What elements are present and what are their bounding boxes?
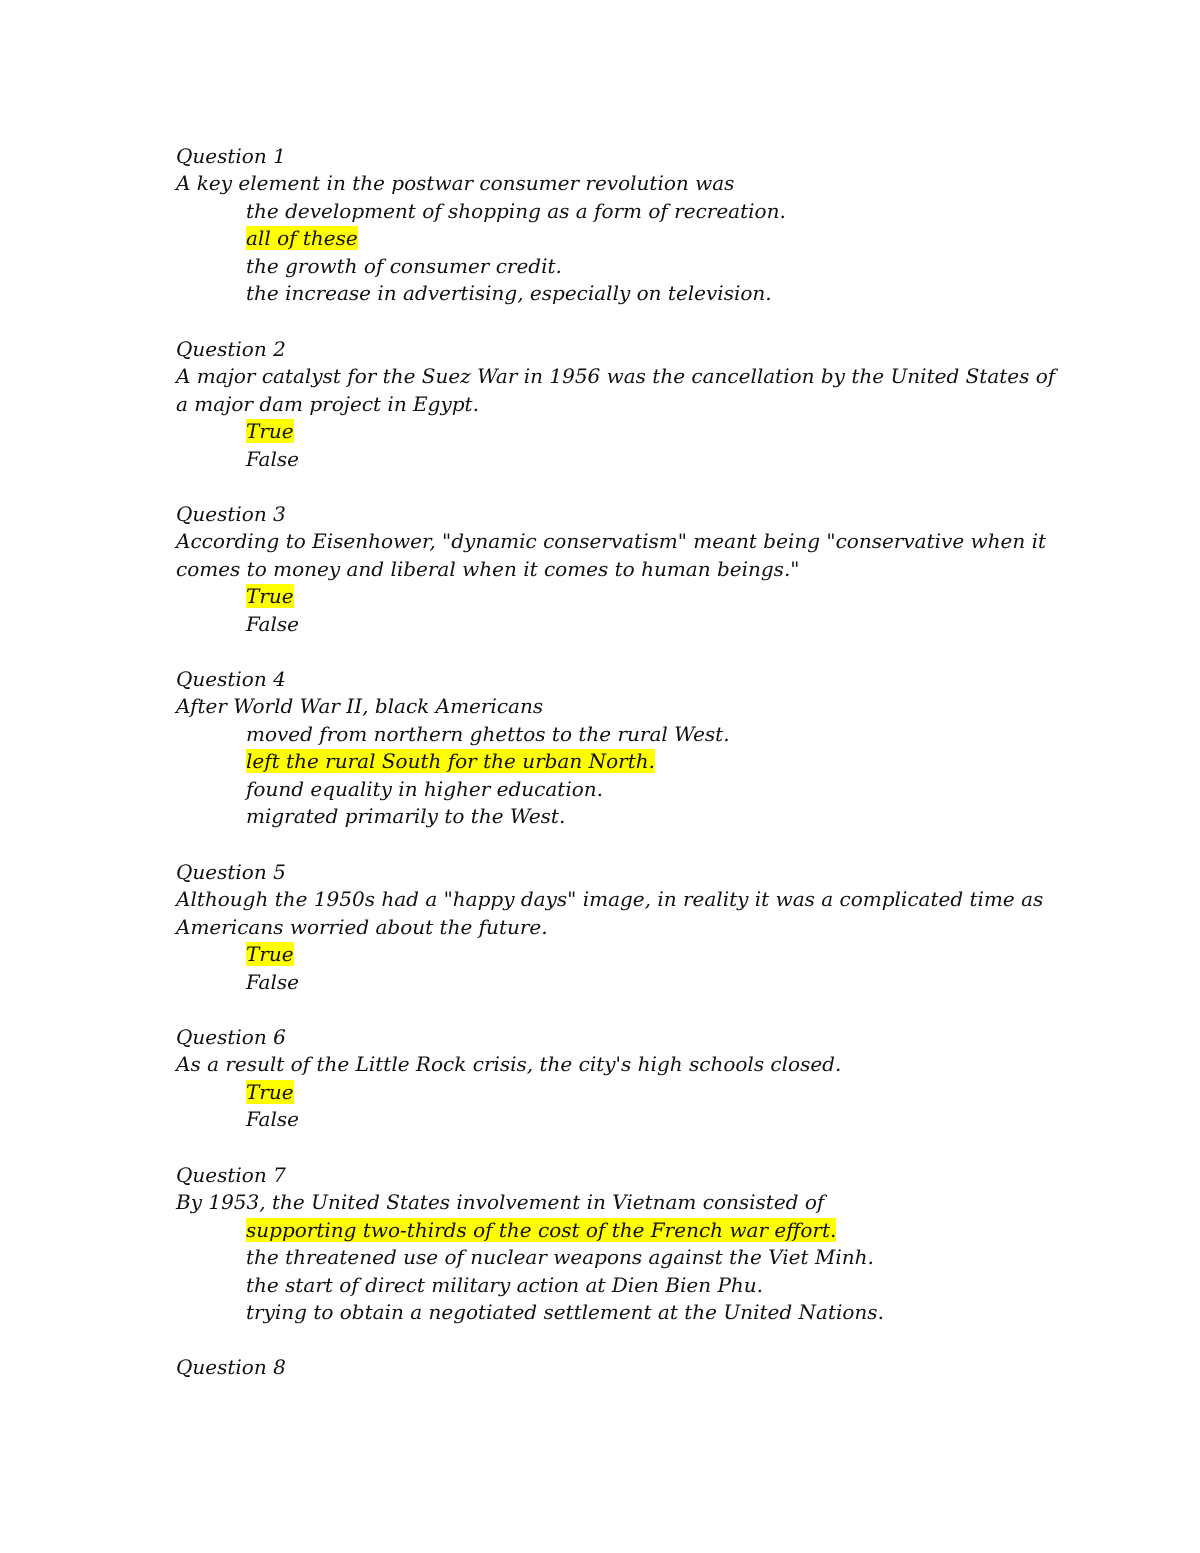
answer-option-selected [246,583,294,610]
question-prompt: comes to money and liberal when it comes to human beings." [176,557,800,581]
answer-text: trying to obtain a negotiated settlement at the United Nations. [246,1300,884,1324]
answer-text: the increase in advertising, especially on television. [246,281,772,305]
highlighted-answer: True [246,584,294,608]
highlighted-answer: supporting two-thirds of the cost of the French war effort. [246,1218,837,1242]
answer-text: found equality in higher education. [246,777,604,801]
answer-option [246,280,772,307]
question-prompt: Americans worried about the future. [176,915,548,939]
answer-text: moved from northern ghettos to the rural West. [246,722,730,746]
answer-text: False [246,1107,299,1131]
answer-option [246,1272,763,1299]
question-prompt: Although the 1950s had a "happy days" image, in reality it was a complicated time as [176,887,1044,911]
highlighted-answer: all of these [246,226,358,250]
answer-option [246,1106,299,1133]
answer-text: False [246,970,299,994]
answer-option-selected [246,418,294,445]
question-label: Question 3 [176,502,286,526]
question-prompt: According to Eisenhower, "dynamic conservatism" meant being "conservative when it [176,529,1047,553]
question-prompt: A major catalyst for the Suez War in 1956 was the cancellation by the United States of [176,364,1056,388]
answer-option-selected [246,941,294,968]
question-label: Question 2 [176,337,286,361]
answer-text: migrated primarily to the West. [246,804,566,828]
answer-option [246,1299,884,1326]
highlighted-answer: left the rural South for the urban North. [246,749,655,773]
answer-text: the start of direct military action at Dien Bien Phu. [246,1273,764,1297]
question-label: Question 7 [176,1163,286,1187]
answer-option-selected [246,1079,294,1106]
answer-option [246,969,299,996]
question-prompt: A key element in the postwar consumer revolution was [176,171,735,195]
question-label: Question 4 [176,667,286,691]
answer-option [246,446,299,473]
question-label: Question 8 [176,1355,286,1379]
highlighted-answer: True [246,1080,294,1104]
answer-option-selected [246,1217,836,1244]
question-prompt: As a result of the Little Rock crisis, the city's high schools closed. [176,1052,842,1076]
answer-text: False [246,612,299,636]
answer-text: False [246,447,299,471]
question-label: Question 5 [176,860,286,884]
answer-text: the development of shopping as a form of recreation. [246,199,786,223]
highlighted-answer: True [246,419,294,443]
answer-text: the threatened use of nuclear weapons against the Viet Minh. [246,1245,874,1269]
question-prompt: After World War II, black Americans [176,694,544,718]
question-prompt: By 1953, the United States involvement in Vietnam consisted of [176,1190,825,1214]
answer-option [246,776,603,803]
answer-option [246,611,299,638]
question-prompt: a major dam project in Egypt. [176,392,479,416]
answer-option [246,721,730,748]
highlighted-answer: True [246,942,294,966]
answer-option-selected [246,748,655,775]
answer-option [246,1244,874,1271]
answer-option-selected [246,225,358,252]
question-label: Question 1 [176,144,286,168]
answer-option [246,803,565,830]
answer-option [246,198,786,225]
question-label: Question 6 [176,1025,286,1049]
answer-text: the growth of consumer credit. [246,254,562,278]
answer-option [246,253,562,280]
